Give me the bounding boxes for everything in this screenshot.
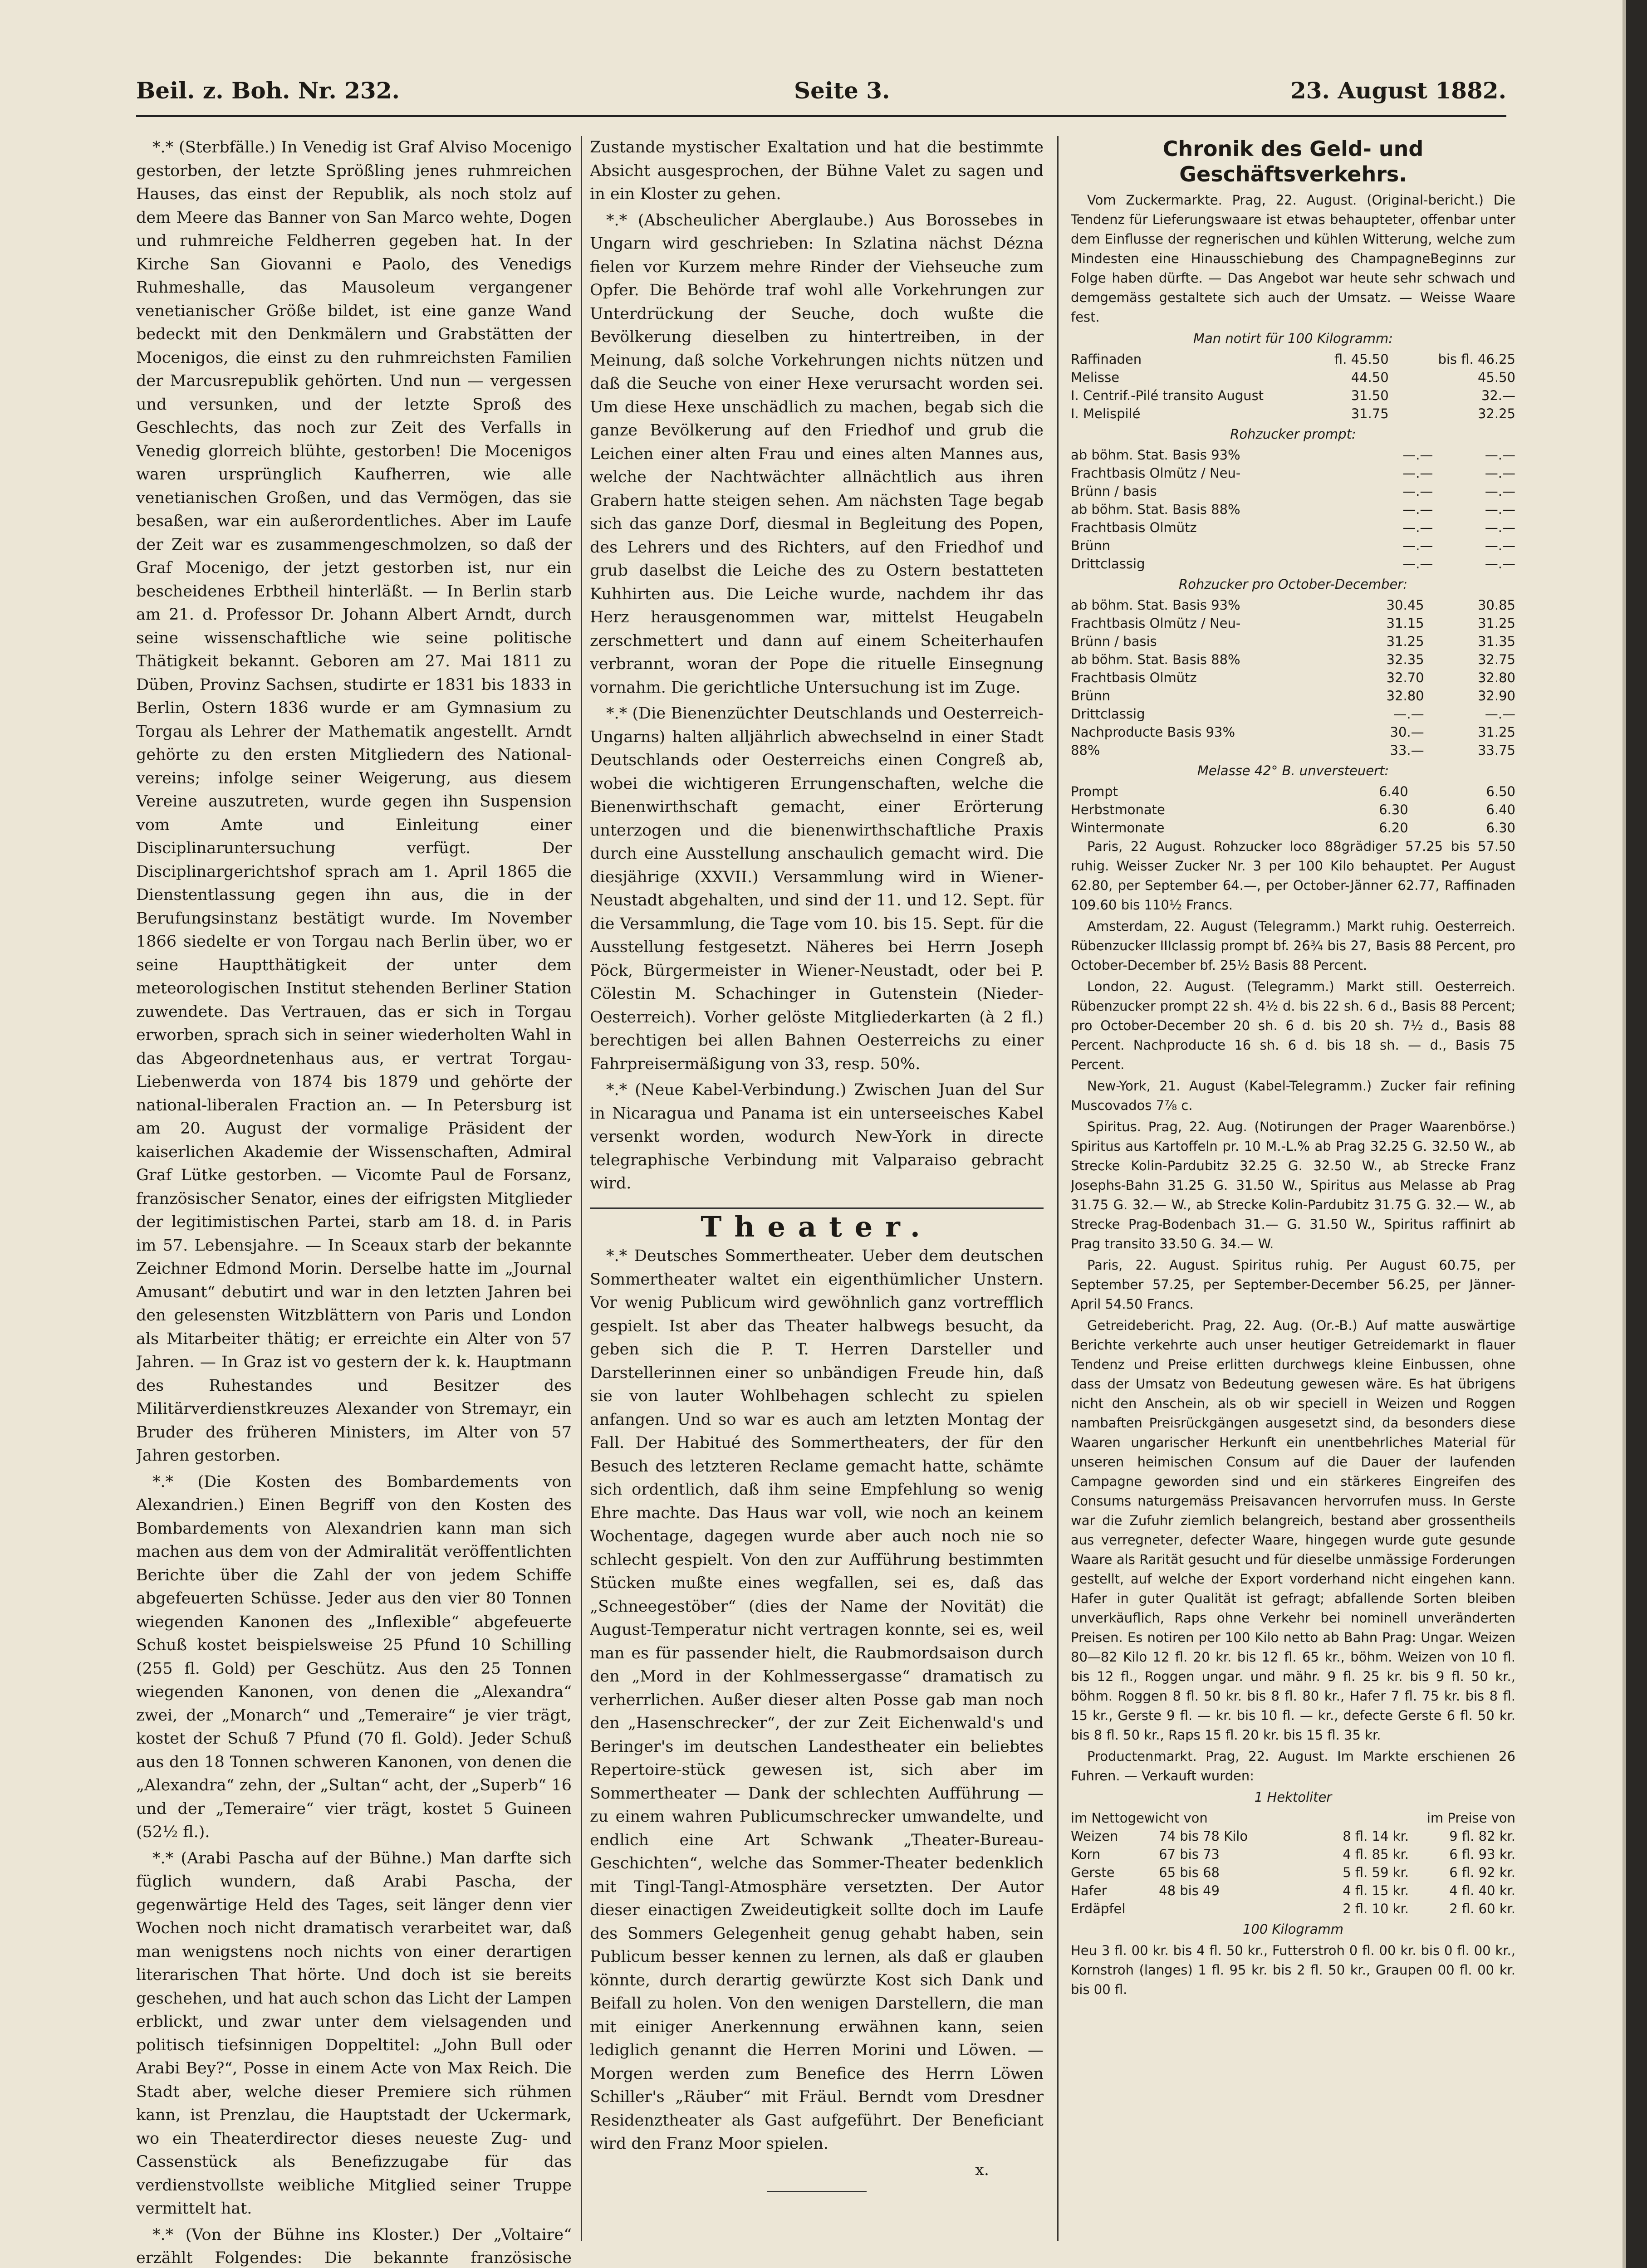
report-london: London, 22. August. (Telegramm.) Markt still. Oesterreich. Rübenzucker prompt 22 sh. 4½ d. bis 22 sh. 6 d., Basis 88 Percent; pro October-December 20 sh. 6 d. bis 20 sh. 7½ d., Basis 88 Percent. Nachproducte 16 sh. 6 d. bis 18 sh. — d., Basis 75 Percent. [1071,979,1515,1072]
price-separator [1433,518,1460,537]
price-to: —.— [1485,484,1515,499]
price-separator [1424,687,1451,705]
price-to: —.— [1485,447,1515,463]
price-separator [1433,482,1460,500]
price-item-name: Frachtbasis Olmütz [1071,670,1197,685]
price-item-name: ab böhm. Stat. Basis 93% [1071,447,1240,463]
grain-table [1071,1809,1515,1918]
price-from: 33.— [1390,743,1424,758]
price-separator [1408,782,1436,801]
hektoliter-heading: 1 Hektoliter [1254,1789,1332,1805]
grain-weight: 65 bis 68 [1159,1865,1220,1880]
rohzucker-prompt-heading: Rohzucker prompt: [1230,426,1356,442]
price-item-name: Wintermonate [1071,820,1165,836]
price-from: —.— [1402,520,1433,535]
price-to: —.— [1485,538,1515,553]
price-to: 30.85 [1477,597,1515,613]
price-to: 6.40 [1486,802,1515,817]
price-from: —.— [1402,465,1433,481]
price-item-name: ab böhm. Stat. Basis 88% [1071,652,1240,667]
price-separator [1389,386,1416,405]
header-rule [136,115,1506,117]
grain-name: Gerste [1071,1865,1115,1880]
price-row [1071,368,1515,386]
price-item-name: I. Melispilé [1071,406,1141,421]
price-heading: Man notirt für 100 Kilogramm: [1193,331,1393,346]
price-from: 31.15 [1386,616,1424,631]
price-item-name: 88% [1071,743,1100,758]
price-separator [1424,741,1451,759]
price-row [1071,819,1515,837]
price-separator [1424,650,1451,669]
price-to: —.— [1485,465,1515,481]
price-to: 45.50 [1477,370,1515,385]
grain-price-to: 6 fl. 92 kr. [1449,1865,1515,1880]
price-separator [1408,819,1436,837]
price-row [1071,518,1515,537]
price-row [1071,650,1515,669]
price-from: —.— [1402,556,1433,572]
grain-price-from: 4 fl. 15 kr. [1343,1883,1409,1898]
price-item-name: Drittclassig [1071,556,1145,572]
grain-row [1071,1863,1515,1882]
price-row [1071,723,1515,741]
price-row [1071,596,1515,614]
price-row [1071,464,1515,482]
price-from: 31.25 [1386,634,1424,649]
grain-price-to: 4 fl. 40 kr. [1449,1883,1515,1898]
price-item-name: Melisse [1071,370,1120,385]
price-to: 31.25 [1477,616,1515,631]
price-separator [1389,405,1416,423]
grain-row [1071,1827,1515,1845]
price-to: —.— [1485,520,1515,535]
price-to: 32.75 [1477,652,1515,667]
price-from: —.— [1402,447,1433,463]
price-separator [1408,801,1436,819]
price-from: —.— [1402,484,1433,499]
price-row [1071,537,1515,555]
grain-name: Korn [1071,1847,1101,1862]
price-table-rohzucker-oct [1071,596,1515,759]
page-header [136,68,1506,109]
price-from: —.— [1393,706,1424,722]
price-separator [1389,368,1416,386]
grain-name: Weizen [1071,1828,1118,1844]
price-table-raffinaden [1071,350,1515,423]
price-separator [1433,464,1460,482]
column-divider [581,136,582,2241]
price-separator [1424,632,1451,650]
price-from: 6.30 [1379,802,1408,817]
article-sommertheater: *.* Deutsches Sommertheater. Ueber dem deutschen Sommertheater waltet ein eigenthümlicher Unstern. Vor wenig Publicum wird gewöhnlich ganz vortrefflich gespielt. Ist aber das Theater halbwegs besucht, da geben sich die P. T. Herren Darsteller und Darstellerinnen einer so unbändigen Freude hin, daß sie von lauter Wohlbehagen schlecht zu spielen anfangen. Und so war es auch am letzten Montag der Fall. Der Habitué des Sommertheaters, der für den Besuch des letzteren Reclame gemacht hatte, schämte sich ordentlich, daß ihm seine Empfehlung so wenig Ehre machte. Das Haus war voll, wie noch an keinem Wochentage, dagegen wurde aber auch noch nie so schlecht gespielt. Von den zur Aufführung bestimmten Stücken mußte eines wegfallen, sei es, daß das „Schneegestöber“ (dies der Name der Novität) die August-Temperatur nicht vertragen konnte, sei es, weil man es für passender hielt, die Raubmordsaison durch den „Mord in der Kohlmessergasse“ dramatisch zu verherrlichen. Außer dieser alten Posse gab man noch den „Hasenschrecker“, der zur Zeit Eichenwald's und Beringer's im deutschen Landestheater ein beliebtes Repertoire-stück gewesen ist, sich aber im Sommertheater — Dank der schlechten Aufführung — zu einem wahren Publicumschrecker umwandelte, und endlich eine Art Schwank „Theater-Bureau-Geschichten“, welche das Sommer-Theater bedenklich mit Tingl-Tangl-Atmosphäre versetzten. Der Autor dieser einactigen Zweideutigkeit sollte doch im Laufe des Sommers Gelegenheit genug gehabt haben, sein Publicum besser kennen zu lernen, als daß er glauben könnte, durch derartig gewürzte Kost sich Dank und Beifall zu holen. Von den wenigen Darstellern, die man mit einiger Anerkennung erwähnen kann, seien lediglich genannt die Herren Morini und Löwen. — Morgen werden zum Benefice des Herrn Löwen Schiller's „Räuber“ mit Fräul. Berndt vom Dresdner Residenztheater als Gast aufgeführt. Der Beneficiant wird den Franz Moor spielen. [590,1247,1044,2153]
price-row [1071,614,1515,632]
price-row [1071,669,1515,687]
price-row [1071,632,1515,650]
column-middle [590,136,1044,2268]
price-from: 32.80 [1386,688,1424,704]
price-to: 32.25 [1477,406,1515,421]
grain-header-price: im Preise von [1426,1810,1515,1826]
price-row [1071,350,1515,368]
price-item-name: Brünn / basis [1071,484,1157,499]
price-separator [1433,537,1460,555]
price-separator [1433,555,1460,573]
price-to: 6.30 [1486,820,1515,836]
price-to: bis fl. 46.25 [1438,352,1515,367]
report-newyork: New-York, 21. August (Kabel-Telegramm.) Zucker fair refining Muscovados 7⅞ c. [1071,1078,1515,1113]
grain-name: Erdäpfel [1071,1901,1126,1916]
price-from: —.— [1402,502,1433,517]
price-row [1071,741,1515,759]
article-buehne-kloster: *.* (Von der Bühne ins Kloster.) Der „Voltaire“ erzählt Folgendes: Die bekannte französische [136,2225,572,2267]
price-table-rohzucker-prompt [1071,446,1515,573]
price-from: 31.75 [1351,406,1389,421]
header-date: 23. August 1882. [1290,77,1506,104]
price-to: —.— [1485,706,1515,722]
report-paris-spiritus: Paris, 22. August. Spiritus ruhig. Per August 60.75, per September 57.25, per September-December 56.25, per Jänner-April 54.50 Francs. [1071,1257,1515,1312]
price-separator [1433,446,1460,464]
price-item-name: I. Centrif.-Pilé transito August [1071,388,1264,403]
article-kabel: *.* (Neue Kabel-Verbindung.) Zwischen Juan del Sur in Nicaragua und Panama ist ein unterseeisches Kabel versenkt worden, wodurch New-York in directe telegraphische Verbindung mit Valparaiso gebracht wird. [590,1081,1044,1193]
price-item-name: Prompt [1071,784,1118,799]
price-item-name: Brünn / basis [1071,634,1157,649]
report-paris: Paris, 22 August. Rohzucker loco 88grädiger 57.25 bis 57.50 ruhig. Weisser Zucker Nr. 3 per 100 Kilo behauptet. Per August 62.80, per September 64.—, per October-Jänner 62.77, Raffinaden 109.60 bis 110½ Francs. [1071,839,1515,913]
article-arabi-pascha: *.* (Arabi Pascha auf der Bühne.) Man darfte sich füglich wundern, daß Arabi Pascha, der gegenwärtige Held des Tages, seit länger denn vier Wochen noch nicht dramatisch verarbeitet war, daß man wenigstens noch nichts von einer derartigen literarischen That hörte. Und doch ist sie bereits geschehen, und hat auch schon das Licht der Lampen erblickt, und zwar unter dem vielsagenden und politisch tiefsinnigen Doppeltitel: „John Bull oder Arabi Bey?“, Posse in einem Acte von Max Reich. Die Stadt aber, welche dieser Premiere sich rühmen kann, ist Prenzlau, die Hauptstadt der Uckermark, wo ein Theaterdirector dieses neueste Zug- und Cassenstück als Benefizzugabe für das verdienstvollste weibliche Mitglied seiner Truppe vermittelt hat. [136,1849,572,2218]
price-separator [1424,614,1451,632]
report-getreide: Getreidebericht. Prag, 22. Aug. (Or.-B.) Auf matte auswärtige Berichte verkehrte auch unser heutiger Getreidemarkt in flauer Tendenz und Preise erlitten durchwegs kleine Einbussen, ohne dass der Umsatz von Bedeutung gewesen wäre. Es hat übrigens nicht den Anschein, als ob wir speciell in Weizen und Roggen nambaften Preisrückgängen ausgesetzt sind, da besonders diese Waaren ungarischer Herkunft ein unentbehrliches Material für unseren heimischen Consum auf die Dauer der laufenden Campagne geworden sind und ein stärkeres Eingreifen des Consums naturgemäss Preisavancen hervorrufen muss. In Gerste war die Zufuhr ziemlich belangreich, bestand aber grossentheils aus verregneter, defecter Waare, hingegen wurde gute gesunde Waare als Rarität gesucht und für dieselbe unmässige Forderungen gestellt, auf welche der Export vorderhand nicht eingehen kann. Hafer in guter Qualität ist gefragt; abfallende Sorten bleiben unverkäuflich, Raps ohne Verkehr bei nominell unveränderten Preisen. Es notiren per 100 Kilo netto ab Bahn Prag: Ungar. Weizen 80—82 Kilo 12 fl. 20 kr. bis 12 fl. 65 kr., böhm. Weizen von 10 fl. bis 12 fl., Roggen ungar. und mähr. 9 fl. 25 kr. bis 9 fl. 50 kr., böhm. Roggen 8 fl. 50 kr. bis 8 fl. 80 kr., Hafer 7 fl. 75 kr. bis 8 fl. 15 kr., Gerste 9 fl. — kr. bis 10 fl. — kr., defecte Gerste 6 fl. 50 kr. bis 8 fl. 50 kr., Raps 15 fl. 20 kr. bis 15 fl. 35 kr. [1071,1318,1515,1743]
price-item-name: Nachproducte Basis 93% [1071,724,1235,740]
price-item-name: Frachtbasis Olmütz [1071,520,1197,535]
grain-price-from: 5 fl. 59 kr. [1343,1865,1409,1880]
price-row [1071,446,1515,464]
price-to: 32.90 [1477,688,1515,704]
price-from: 6.20 [1379,820,1408,836]
article-bombardement: *.* (Die Kosten des Bombardements von Alexandrien.) Einen Begriff von den Kosten des Bombardements von Alexandrien kann man sich machen aus dem von der Admiralität veröffentlichten Berichte über die Zahl der von jedem Schiffe abgefeuerten Schüsse. Jeder aus den vier 80 Tonnen wiegenden Kanonen des „Inflexible“ abgefeuerte Schuß kostet beispielsweise 25 Pfund 10 Schilling (255 fl. Gold) per Geschütz. Aus den 25 Tonnen wiegenden Kanonen, von denen die „Alexandra“ zwei, der „Monarch“ und „Temeraire“ je vier trägt, kostet der Schuß 7 Pfund (70 fl. Gold). Jeder Schuß aus den 18 Tonnen schweren Kanonen, von denen die „Alexandra“ zehn, der „Sultan“ acht, der „Superb“ 16 und der „Temeraire“ vier trägt, kostet 5 Guineen (52½ fl.). [136,1472,572,1841]
scan-edge-shadow [1622,0,1626,2268]
article-sterbfaelle: *.* (Sterbfälle.) In Venedig ist Graf Alviso Mocenigo gestorben, der letzte Sprößling jenes ruhmreichen Hauses, das einst der Republik, als noch stolz auf dem Meere das Banner von San Marco wehte, Dogen und ruhmreiche Feldherren gegeben hat. In der Kirche San Giovanni e Paolo, des Venedigs Ruhmeshalle, das Mausoleum vergangener venetianischer Größe bildet, ist eine ganze Wand bedeckt mit den Denkmälern und Grabstätten der Mocenigos, die einst zu den ruhmreichsten Familien der Marcusrepublik gehörten. Und nun — vergessen und versunken, und der letzte Sproß des Geschlechts, das noch zur Zeit des Verfalls in Venedig glorreich blühte, gestorben! Die Mocenigos waren ursprünglich Kaufherren, wie alle venetianischen Großen, und das Vermögen, das sie besaßen, war ein außerordentliches. Aber im Laufe der Zeit war es zusammengeschmolzen, so daß der Graf Mocenigo, der jetzt gestorben ist, nur ein bescheidenes Erbtheil hinterläßt. — In Berlin starb am 21. d. Professor Dr. Johann Albert Arndt, durch seine wissenschaftliche wie seine politische Thätigkeit bekannt. Geboren am 27. Mai 1811 zu Düben, Provinz Sachsen, studirte er 1831 bis 1833 in Berlin, Ostern 1836 wurde er am Gymnasium zu Torgau als Lehrer der Mathematik angestellt. Arndt gehörte zu den ersten Mitgliedern des National-vereins; infolge seiner Weigerung, aus diesem Vereine auszutreten, wurde gegen ihn Suspension vom Amte und Einleitung einer Disciplinaruntersuchung verfügt. Der Disciplinargerichtshof sprach am 1. April 1865 die Dienstentlassung gegen ihn aus, die in der Berufungsinstanz bestätigt wurde. Im November 1866 siedelte er von Torgau nach Berlin über, wo er seine Hauptthätigkeit der unter dem meteorologischen Institut stehenden Berliner Station zuwendete. Das Vertrauen, das er sich in Torgau erworben, sprach sich in seiner wiederholten Wahl in das Abgeordnetenhaus aus, er vertrat Torgau-Liebenwerda von 1874 bis 1879 und gehörte der national-liberalen Fraction an. — In Petersburg ist am 20. August der vormalige Präsident der kaiserlichen Akademie der Wissenschaften, Admiral Graf Lütke gestorben. — Vicomte Paul de Forsanz, französischer Senator, eines der eifrigsten Mitglieder der legitimistischen Partei, starb am 18. d. in Paris im 57. Lebensjahre. — In Sceaux starb der bekannte Zeichner Edmond Morin. Derselbe hatte im „Journal Amusant“ debutirt und war in den letzten Jahren bei den gelesensten Witzblättern von Paris und London als Mitarbeiter thätig; er erreichte ein Alter von 57 Jahren. — In Graz ist vo gestern der k. k. Hauptmann des Ruhestandes und Besitzer des Militärverdienstkreuzes Alexander von Stremayr, ein Bruder des früheren Ministers, im Alter von 57 Jahren gestorben. [136,138,572,1465]
grain-row [1071,1845,1515,1863]
price-item-name: Frachtbasis Olmütz / Neu- [1071,465,1241,481]
price-to: 32.80 [1477,670,1515,685]
price-from: 6.40 [1379,784,1408,799]
price-row [1071,405,1515,423]
grain-price-from: 4 fl. 85 kr. [1343,1847,1409,1862]
report-heu-stroh: Heu 3 fl. 00 kr. bis 4 fl. 50 kr., Futterstroh 0 fl. 00 kr. bis 0 fl. 00 kr., Kornstroh (langes) 1 fl. 95 kr. bis 2 fl. 50 kr., Graupen 00 fl. 00 kr. bis 00 fl. [1071,1943,1515,1997]
grain-price-from: 2 fl. 10 kr. [1343,1901,1409,1916]
price-row [1071,555,1515,573]
price-item-name: Brünn [1071,688,1110,704]
section-title-theater: Theater. [590,1207,1044,1239]
report-amsterdam: Amsterdam, 22. August (Telegramm.) Markt ruhig. Oesterreich. Rübenzucker IIIclassig prompt bf. 26¾ bis 27, Basis 88 Percent, pro October-December bf. 25½ Basis 88 Percent. [1071,919,1515,973]
price-row [1071,687,1515,705]
price-separator [1424,705,1451,723]
report-producten: Productenmarkt. Prag, 22. August. Im Markte erschienen 26 Fuhren. — Verkauft wurden: [1071,1749,1515,1784]
melasse-heading: Melasse 42° B. unversteuert: [1197,763,1389,778]
article-bienenzuechter: *.* (Die Bienenzüchter Deutschlands und Oesterreich-Ungarns) halten alljährlich abwechselnd in einer Stadt Deutschlands oder Oesterreichs einen Congreß ab, wobei die wichtigeren Errungenschaften, welche die Bienenwirthschaft gemacht, einer Erörterung unterzogen und die bienenwirthschaftliche Praxis durch eine Ausstellung anschaulich gemacht wird. Die diesjährige (XXVII.) Versammlung wird in Wiener-Neustadt abgehalten, und sind der 11. und 12. Sept. für die Versammlung, die Tage vom 10. bis 15. Sept. für die Ausstellung festgesetzt. Näheres bei Herrn Joseph Pöck, Bürgermeister in Wiener-Neustadt, oder bei P. Cölestin M. Schachinger in Gutenstein (Nieder-Oesterreich). Vorher gelöste Mitgliederkarten (à 2 fl.) berechtigen bei allen Bahnen Oesterreichs zu einer Fahrpreisermäßigung von 33, resp. 50%. [590,704,1044,1073]
grain-header-weight: im Nettogewicht von [1071,1810,1208,1826]
price-item-name: ab böhm. Stat. Basis 88% [1071,502,1240,517]
price-item-name: ab böhm. Stat. Basis 93% [1071,597,1240,613]
grain-row [1071,1900,1515,1918]
zuckermarkt-intro: Vom Zuckermarkte. Prag, 22. August. (Original-bericht.) Die Tendenz für Lieferungswaare ist etwas behaupteter, offenbar unter dem Einflusse der regnerischen und kühlen Witterung, welche zum Mindesten eine Hinausschiebung des ChampagneBeginns zur Folge haben dürfte. — Das Angebot war heute sehr schwach und demgemäss gestaltete sich auch der Umsatz. — Weisse Waare fest. [1071,192,1515,325]
header-issue: Beil. z. Boh. Nr. 232. [136,77,400,104]
price-to: 33.75 [1477,743,1515,758]
price-item-name: Brünn [1071,538,1110,553]
grain-weight: 48 bis 49 [1159,1883,1220,1898]
price-from: 32.70 [1386,670,1424,685]
grain-weight [1159,1900,1302,1918]
price-to: 31.25 [1477,724,1515,740]
header-page-number: Seite 3. [794,77,890,104]
scan-edge [1626,0,1647,2268]
grain-weight: 67 bis 73 [1159,1847,1220,1862]
report-spiritus: Spiritus. Prag, 22. Aug. (Notirungen der Prager Waarenbörse.) Spiritus aus Kartoffeln pr. 10 M.-L.% ab Prag 32.25 G. 32.50 W., ab Strecke Kolin-Pardubitz 32.25 G. 32.50 W., ab Strecke Franz Josephs-Bahn 31.25 G. 31.50 W., Spiritus aus Melasse ab Prag 31.75 G. 32.— W., ab Strecke Kolin-Pardubitz 31.75 G. 32.— W., ab Strecke Prag-Bodenbach 31.— G. 31.50 W., Spiritus raffinirt ab Prag transito 33.50 G. 34.— W. [1071,1119,1515,1251]
grain-name: Hafer [1071,1883,1107,1898]
price-to: —.— [1485,502,1515,517]
grain-row [1071,1882,1515,1900]
price-row [1071,782,1515,801]
kilogramm-heading: 100 Kilogramm [1242,1921,1344,1937]
column-right [1071,136,1515,2268]
price-to: 31.35 [1477,634,1515,649]
price-from: 31.50 [1351,388,1389,403]
price-to: 32.— [1481,388,1515,403]
price-item-name: Raffinaden [1071,352,1142,367]
price-item-name: Herbstmonate [1071,802,1165,817]
column-divider [1057,136,1059,2241]
price-to: 6.50 [1486,784,1515,799]
price-from: 44.50 [1351,370,1389,385]
price-row [1071,386,1515,405]
article-kloster-continued: Zustande mystischer Exaltation und hat die bestimmte Absicht ausgesprochen, der Bühne Valet zu sagen und in ein Kloster zu gehen. [590,138,1044,203]
price-from: —.— [1402,538,1433,553]
price-from: 30.45 [1386,597,1424,613]
grain-price-to: 2 fl. 60 kr. [1449,1901,1515,1916]
price-to: —.— [1485,556,1515,572]
grain-price-from: 8 fl. 14 kr. [1343,1828,1409,1844]
section-title-chronik: Chronik des Geld- und Geschäftsverkehrs. [1162,137,1424,186]
article-signature: x. [975,2160,989,2179]
price-row [1071,500,1515,518]
price-separator [1424,596,1451,614]
price-from: 32.35 [1386,652,1424,667]
article-aberglaube: *.* (Abscheulicher Aberglaube.) Aus Borossebes in Ungarn wird geschrieben: In Szlatina nächst Dézna fielen vor Kurzem mehre Rinder der Viehseuche zum Opfer. Die Behörde traf wohl alle Vorkehrungen zur Unterdrückung der Seuche, doch wußte die Bevölkerung dieselben zu hintertreiben, in der Meinung, daß solche Vorkehrungen nichts nützen und daß die Seuche von einer Hexe verursacht worden sei. Um diese Hexe unschädlich zu machen, begab sich die ganze Bevölkerung auf den Friedhof und grub die Leichen einer alten Frau und eines alten Mannes aus, welche der Nachtwächter allnächtlich aus ihren Grabern hatte steigen sehen. Am nächsten Tage begab sich das ganze Dorf, diesmal in Begleitung des Popen, des Lehrers und des Richters, auf den Friedhof und grub daselbst die Leiche des zu Ostern bestatteten Kuhhirten aus. Die Leiche wurde, nachdem ihr das Herz herausgenommen war, mittelst Heugabeln zerschmettert und dann auf einem Scheiterhaufen verbrannt, woran der Pope die rituelle Einsegnung vornahm. Die gerichtliche Untersuchung ist im Zuge. [590,211,1044,697]
grain-price-to: 6 fl. 93 kr. [1449,1847,1515,1862]
column-left [136,136,572,2268]
price-item-name: Drittclassig [1071,706,1145,722]
price-separator [1424,669,1451,687]
rohzucker-oct-heading: Rohzucker pro October-December: [1179,577,1407,592]
price-separator [1389,350,1416,368]
price-row [1071,482,1515,500]
price-row [1071,705,1515,723]
grain-price-to: 9 fl. 82 kr. [1449,1828,1515,1844]
grain-weight: 74 bis 78 Kilo [1159,1828,1248,1844]
price-from: 30.— [1390,724,1424,740]
price-separator [1424,723,1451,741]
price-separator [1433,500,1460,518]
price-row [1071,801,1515,819]
end-rule [767,2191,867,2192]
price-from: fl. 45.50 [1334,352,1389,367]
price-table-melasse [1071,782,1515,837]
price-item-name: Frachtbasis Olmütz / Neu- [1071,616,1241,631]
